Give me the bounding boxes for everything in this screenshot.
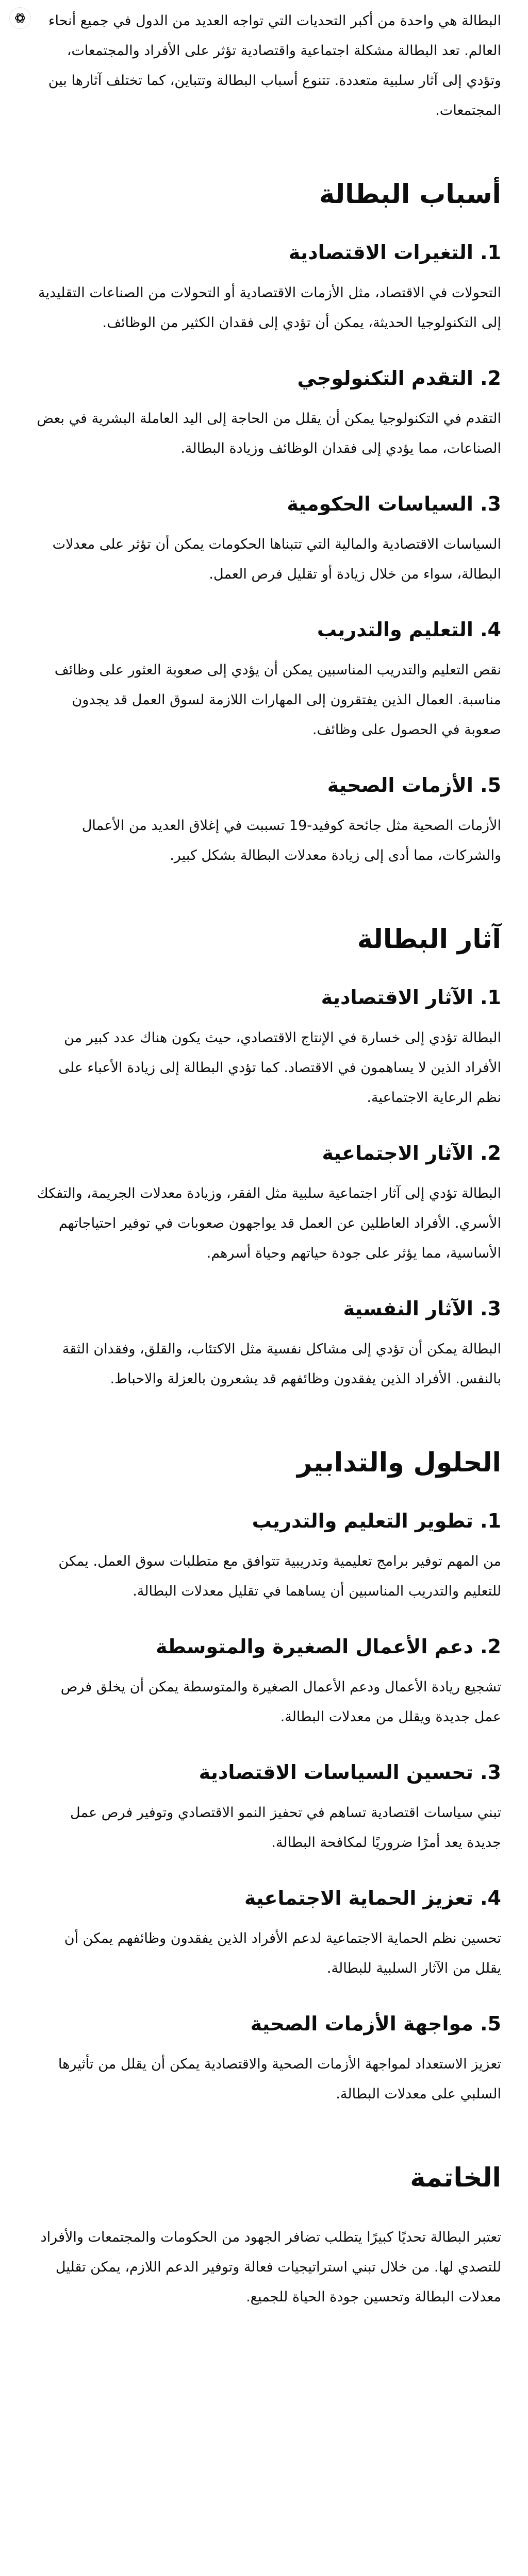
solution-text: تعزيز الاستعداد لمواجهة الأزمات الصحية والاقتصادية يمكن أن يقلل من تأثيرها السلبي على معدلات البطالة. [58, 2056, 501, 2102]
cause-heading: 5. الأزمات الصحية [327, 774, 501, 796]
cause-item [34, 490, 501, 589]
cause-item [34, 365, 501, 464]
cause-text: السياسات الاقتصادية والمالية التي تتبناها الحكومات يمكن أن تؤثر على معدلات البطالة، سواء من خلال زيادة أو تقليل فرص العمل. [52, 536, 501, 582]
effect-text: البطالة تؤدي إلى آثار اجتماعية سلبية مثل الفقر، وزيادة معدلات الجريمة، والتفكك الأسري. الأفراد العاطلين عن العمل قد يواجهون صعوبات في توفير احتياجاتهم الأساسية، مما يؤثر على جودة حياتهم وحياة أسرهم. [37, 1185, 501, 1261]
solution-item [34, 1759, 501, 1858]
solution-heading: 4. تعزيز الحماية الاجتماعية [244, 1887, 501, 1909]
cause-text: الأزمات الصحية مثل جائحة كوفيد-19 تسببت في إغلاق العديد من الأعمال والشركات، مما أدى إلى زيادة معدلات البطالة بشكل كبير. [81, 818, 501, 863]
solution-text: تشجيع ريادة الأعمال ودعم الأعمال الصغيرة والمتوسطة يمكن أن يخلق فرص عمل جديدة ويقلل من معدلات البطالة. [60, 1679, 501, 1725]
effect-item [34, 1295, 501, 1394]
effect-item [34, 1140, 501, 1268]
cause-item [34, 239, 501, 338]
cause-heading: 4. التعليم والتدريب [317, 618, 501, 641]
effect-heading: 1. الآثار الاقتصادية [321, 986, 501, 1009]
section-heading-solutions: الحلول والتدابير [297, 1448, 501, 1478]
solution-text: تبني سياسات اقتصادية تساهم في تحفيز النمو الاقتصادي وتوفير فرص عمل جديدة يعد أمرًا ضروريًا لمكافحة البطالة. [70, 1805, 501, 1851]
conclusion-paragraph: تعتبر البطالة تحديًا كبيرًا يتطلب تضافر الجهود من الحكومات والمجتمعات والأفراد للتصدي لها. من خلال تبني استراتيجيات فعالة وتوفير الدعم اللازم، يمكن تقليل معدلات البطالة وتحسين جودة الحياة للجميع. [40, 2229, 501, 2305]
cause-heading: 3. السياسات الحكومية [287, 493, 501, 515]
cause-item [34, 772, 501, 871]
solution-text: تحسين نظم الحماية الاجتماعية لدعم الأفراد الذين يفقدون وظائفهم يمكن أن يقلل من الآثار السلبية للبطالة. [64, 1930, 501, 1976]
solution-item [34, 1633, 501, 1732]
effect-text: البطالة يمكن أن تؤدي إلى مشاكل نفسية مثل الاكتئاب، والقلق، وفقدان الثقة بالنفس. الأفراد الذين يفقدون وظائفهم قد يشعرون بالعزلة والاحباط. [62, 1341, 501, 1387]
cause-text: نقص التعليم والتدريب المناسبين يمكن أن يؤدي إلى صعوبة العثور على وظائف مناسبة. العمال الذين يفتقرون إلى المهارات اللازمة لسوق العمل قد يجدون صعوبة في الحصول على وظائف. [54, 662, 501, 738]
solution-heading: 1. تطوير التعليم والتدريب [252, 1510, 501, 1532]
openai-logo-icon [13, 11, 27, 25]
section-heading-causes: أسباب البطالة [319, 179, 501, 210]
solution-item [34, 1507, 501, 1606]
section-heading-conclusion: الخاتمة [410, 2163, 501, 2193]
effect-heading: 2. الآثار الاجتماعية [322, 1142, 501, 1164]
solution-heading: 5. مواجهة الأزمات الصحية [250, 2012, 501, 2035]
assistant-avatar [9, 7, 31, 29]
effect-item [34, 984, 501, 1113]
solution-heading: 2. دعم الأعمال الصغيرة والمتوسطة [156, 1635, 501, 1658]
cause-item [34, 616, 501, 745]
solution-item [34, 2010, 501, 2109]
intro-paragraph: البطالة هي واحدة من أكبر التحديات التي تواجه العديد من الدول في جميع أنحاء العالم. تعد البطالة مشكلة اجتماعية واقتصادية تؤثر على الأفراد والمجتمعات، وتؤدي إلى آثار سلبية متعددة. تتنوع أسباب البطالة وتتباين، كما تختلف آثارها بين المجتمعات. [48, 13, 501, 118]
cause-text: التقدم في التكنولوجيا يمكن أن يقلل من الحاجة إلى اليد العاملة البشرية في بعض الصناعات، مما يؤدي إلى فقدان الوظائف وزيادة البطالة. [37, 411, 501, 456]
cause-heading: 2. التقدم التكنولوجي [297, 367, 501, 389]
assistant-message [34, 0, 501, 2339]
effect-text: البطالة تؤدي إلى خسارة في الإنتاج الاقتصادي، حيث يكون هناك عدد كبير من الأفراد الذين لا يساهمون في الاقتصاد. كما تؤدي البطالة إلى زيادة الأعباء على نظم الرعاية الاجتماعية. [58, 1030, 501, 1106]
cause-text: التحولات في الاقتصاد، مثل الأزمات الاقتصادية أو التحولات من الصناعات التقليدية إلى التكنولوجيا الحديثة، يمكن أن تؤدي إلى فقدان الكثير من الوظائف. [38, 285, 501, 331]
section-heading-effects: آثار البطالة [357, 924, 501, 955]
solution-text: من المهم توفير برامج تعليمية وتدريبية تتوافق مع متطلبات سوق العمل. يمكن للتعليم والتدريب المناسبين أن يساهما في تقليل معدلات البطالة. [58, 1553, 501, 1599]
solution-heading: 3. تحسين السياسات الاقتصادية [199, 1761, 501, 1784]
cause-heading: 1. التغيرات الاقتصادية [288, 241, 501, 264]
effect-heading: 3. الآثار النفسية [343, 1297, 501, 1320]
solution-item [34, 1885, 501, 1984]
